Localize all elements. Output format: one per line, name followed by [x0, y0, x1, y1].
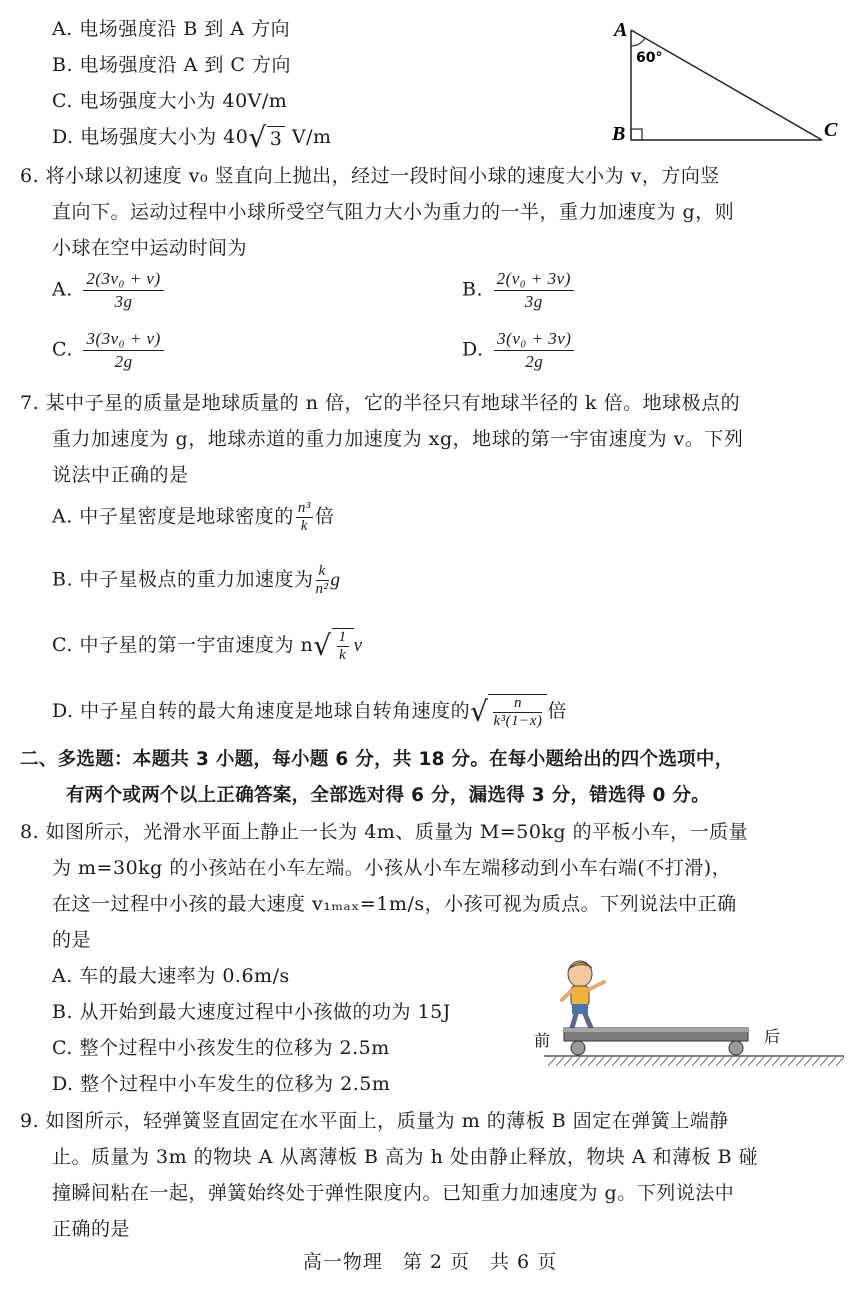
q5-option-a: A. 电场强度沿 B 到 A 方向	[52, 18, 291, 40]
q9-stem-line4: 正确的是	[52, 1218, 131, 1240]
q5-option-d-radicand: 3	[267, 126, 286, 151]
child-illustration	[562, 961, 604, 1028]
q8-stem-line4: 的是	[52, 929, 92, 951]
q5-option-d-unit: V/m	[291, 126, 332, 148]
q7-option-a-fraction: $\frac{\text{n³}}{k}$	[297, 500, 311, 534]
q7-option-d: D. 中子星自转的最大角速度是地球自转角速度的√ $\frac{n}{\text{k³(1−x)}}$ 倍	[52, 695, 567, 729]
q6-option-b-fraction: $\frac{\text{2(v₀ + 3v)}}{3g}$	[494, 268, 574, 313]
section2-heading-line1: 二、多选题：本题共 3 小题，每小题 6 分，共 18 分。在每小题给出的四个选项中，	[20, 749, 734, 770]
q7-option-b: B. 中子星极点的重力加速度为 $\frac{k}{\text{n²}}$ g	[52, 563, 341, 597]
section2-heading-line2: 有两个或两个以上正确答案，全部选对得 6 分，漏选得 3 分，错选得 0 分。	[66, 785, 710, 806]
q7-option-c: C. 中子星的第一宇宙速度为 n√ $\frac{1}{k}$ v	[52, 629, 363, 663]
q5-option-c: C. 电场强度大小为 40V/m	[52, 90, 288, 112]
q5-option-b: B. 电场强度沿 A 到 C 方向	[52, 54, 291, 76]
q6-option-d: D. $\frac{\text{3(v₀ + 3v)}}{2g}$	[462, 328, 578, 373]
q8-option-a: A. 车的最大速率为 0.6m/s	[52, 965, 290, 987]
triangle-label-b: B	[612, 123, 626, 145]
cart-figure	[528, 952, 846, 1074]
q8-option-c: C. 整个过程中小孩发生的位移为 2.5m	[52, 1037, 390, 1059]
cart-back-label: 后	[764, 1027, 781, 1046]
q8-stem-line1: 8. 如图所示，光滑水平面上静止一长为 4m、质量为 M=50kg 的平板小车，一质量	[20, 821, 749, 843]
q6-option-a: A. $\frac{\text{2(3v₀ + v)}}{3g}$	[52, 268, 168, 313]
triangle-angle-label: 60°	[636, 50, 663, 66]
q6-option-c: C. $\frac{\text{3(3v₀ + v)}}{2g}$	[52, 328, 168, 373]
q6-stem-line3: 小球在空中运动时间为	[52, 237, 248, 259]
triangle-label-c: C	[824, 119, 838, 141]
q7-stem-line3: 说法中正确的是	[52, 464, 189, 486]
q7-option-c-fraction: $\frac{1}{k}$	[338, 629, 347, 663]
q5-option-d-text: D. 电场强度大小为 40	[52, 126, 249, 148]
q7-option-b-fraction: $\frac{k}{\text{n²}}$	[315, 563, 329, 597]
q8-stem-line3: 在这一过程中小孩的最大速度 v₁ₘₐₓ=1m/s，小孩可视为质点。下列说法中正确	[52, 893, 737, 915]
q6-option-a-fraction: $\frac{\text{2(3v₀ + v)}}{3g}$	[83, 268, 163, 313]
q7-stem-line1: 7. 某中子星的质量是地球质量的 n 倍，它的半径只有地球半径的 k 倍。地球极点的	[20, 392, 741, 414]
q7-option-a: A. 中子星密度是地球密度的 $\frac{\text{n³}}{k}$ 倍	[52, 500, 335, 534]
q6-option-d-fraction: $\frac{\text{3(v₀ + 3v)}}{2g}$	[494, 328, 574, 373]
q6-option-c-fraction: $\frac{\text{3(3v₀ + v)}}{2g}$	[83, 328, 163, 373]
q6-stem-line2: 直向下。运动过程中小球所受空气阻力大小为重力的一半，重力加速度为 g，则	[52, 201, 735, 223]
cart-wheel-right	[729, 1041, 743, 1055]
q7-stem-line2: 重力加速度为 g，地球赤道的重力加速度为 xg，地球的第一宇宙速度为 v。下列	[52, 428, 744, 450]
q9-stem-line2: 止。质量为 3m 的物块 A 从离薄板 B 高为 h 处由静止释放，物块 A 和薄板 B 碰	[52, 1146, 759, 1168]
q5-option-d: D. 电场强度大小为 40√ 3 V/m	[52, 121, 332, 154]
cart-front-label: 前	[534, 1031, 551, 1050]
page-footer: 高一物理 第 2 页 共 6 页	[302, 1251, 558, 1273]
q9-stem-line3: 撞瞬间粘在一起，弹簧始终处于弹性限度内。已知重力加速度为 g。下列说法中	[52, 1182, 735, 1204]
q7-option-d-fraction: $\frac{n}{\text{k³(1−x)}}$	[493, 695, 543, 729]
triangle-label-a: A	[614, 19, 628, 41]
triangle-figure	[600, 12, 850, 152]
q8-stem-line2: 为 m=30kg 的小孩站在小车左端。小孩从小车左端移动到小车右端(不打滑)，	[52, 857, 732, 879]
q6-option-b: B. $\frac{\text{2(v₀ + 3v)}}{3g}$	[462, 268, 578, 313]
q9-stem-line1: 9. 如图所示，轻弹簧竖直固定在水平面上，质量为 m 的薄板 B 固定在弹簧上端静	[20, 1110, 729, 1132]
q8-option-d: D. 整个过程中小车发生的位移为 2.5m	[52, 1073, 391, 1095]
q6-stem-line1: 6. 将小球以初速度 v₀ 竖直向上抛出，经过一段时间小球的速度大小为 v，方向竖	[20, 165, 720, 187]
cart-wheel-left	[571, 1041, 585, 1055]
q8-option-b: B. 从开始到最大速度过程中小孩做的功为 15J	[52, 1001, 451, 1023]
